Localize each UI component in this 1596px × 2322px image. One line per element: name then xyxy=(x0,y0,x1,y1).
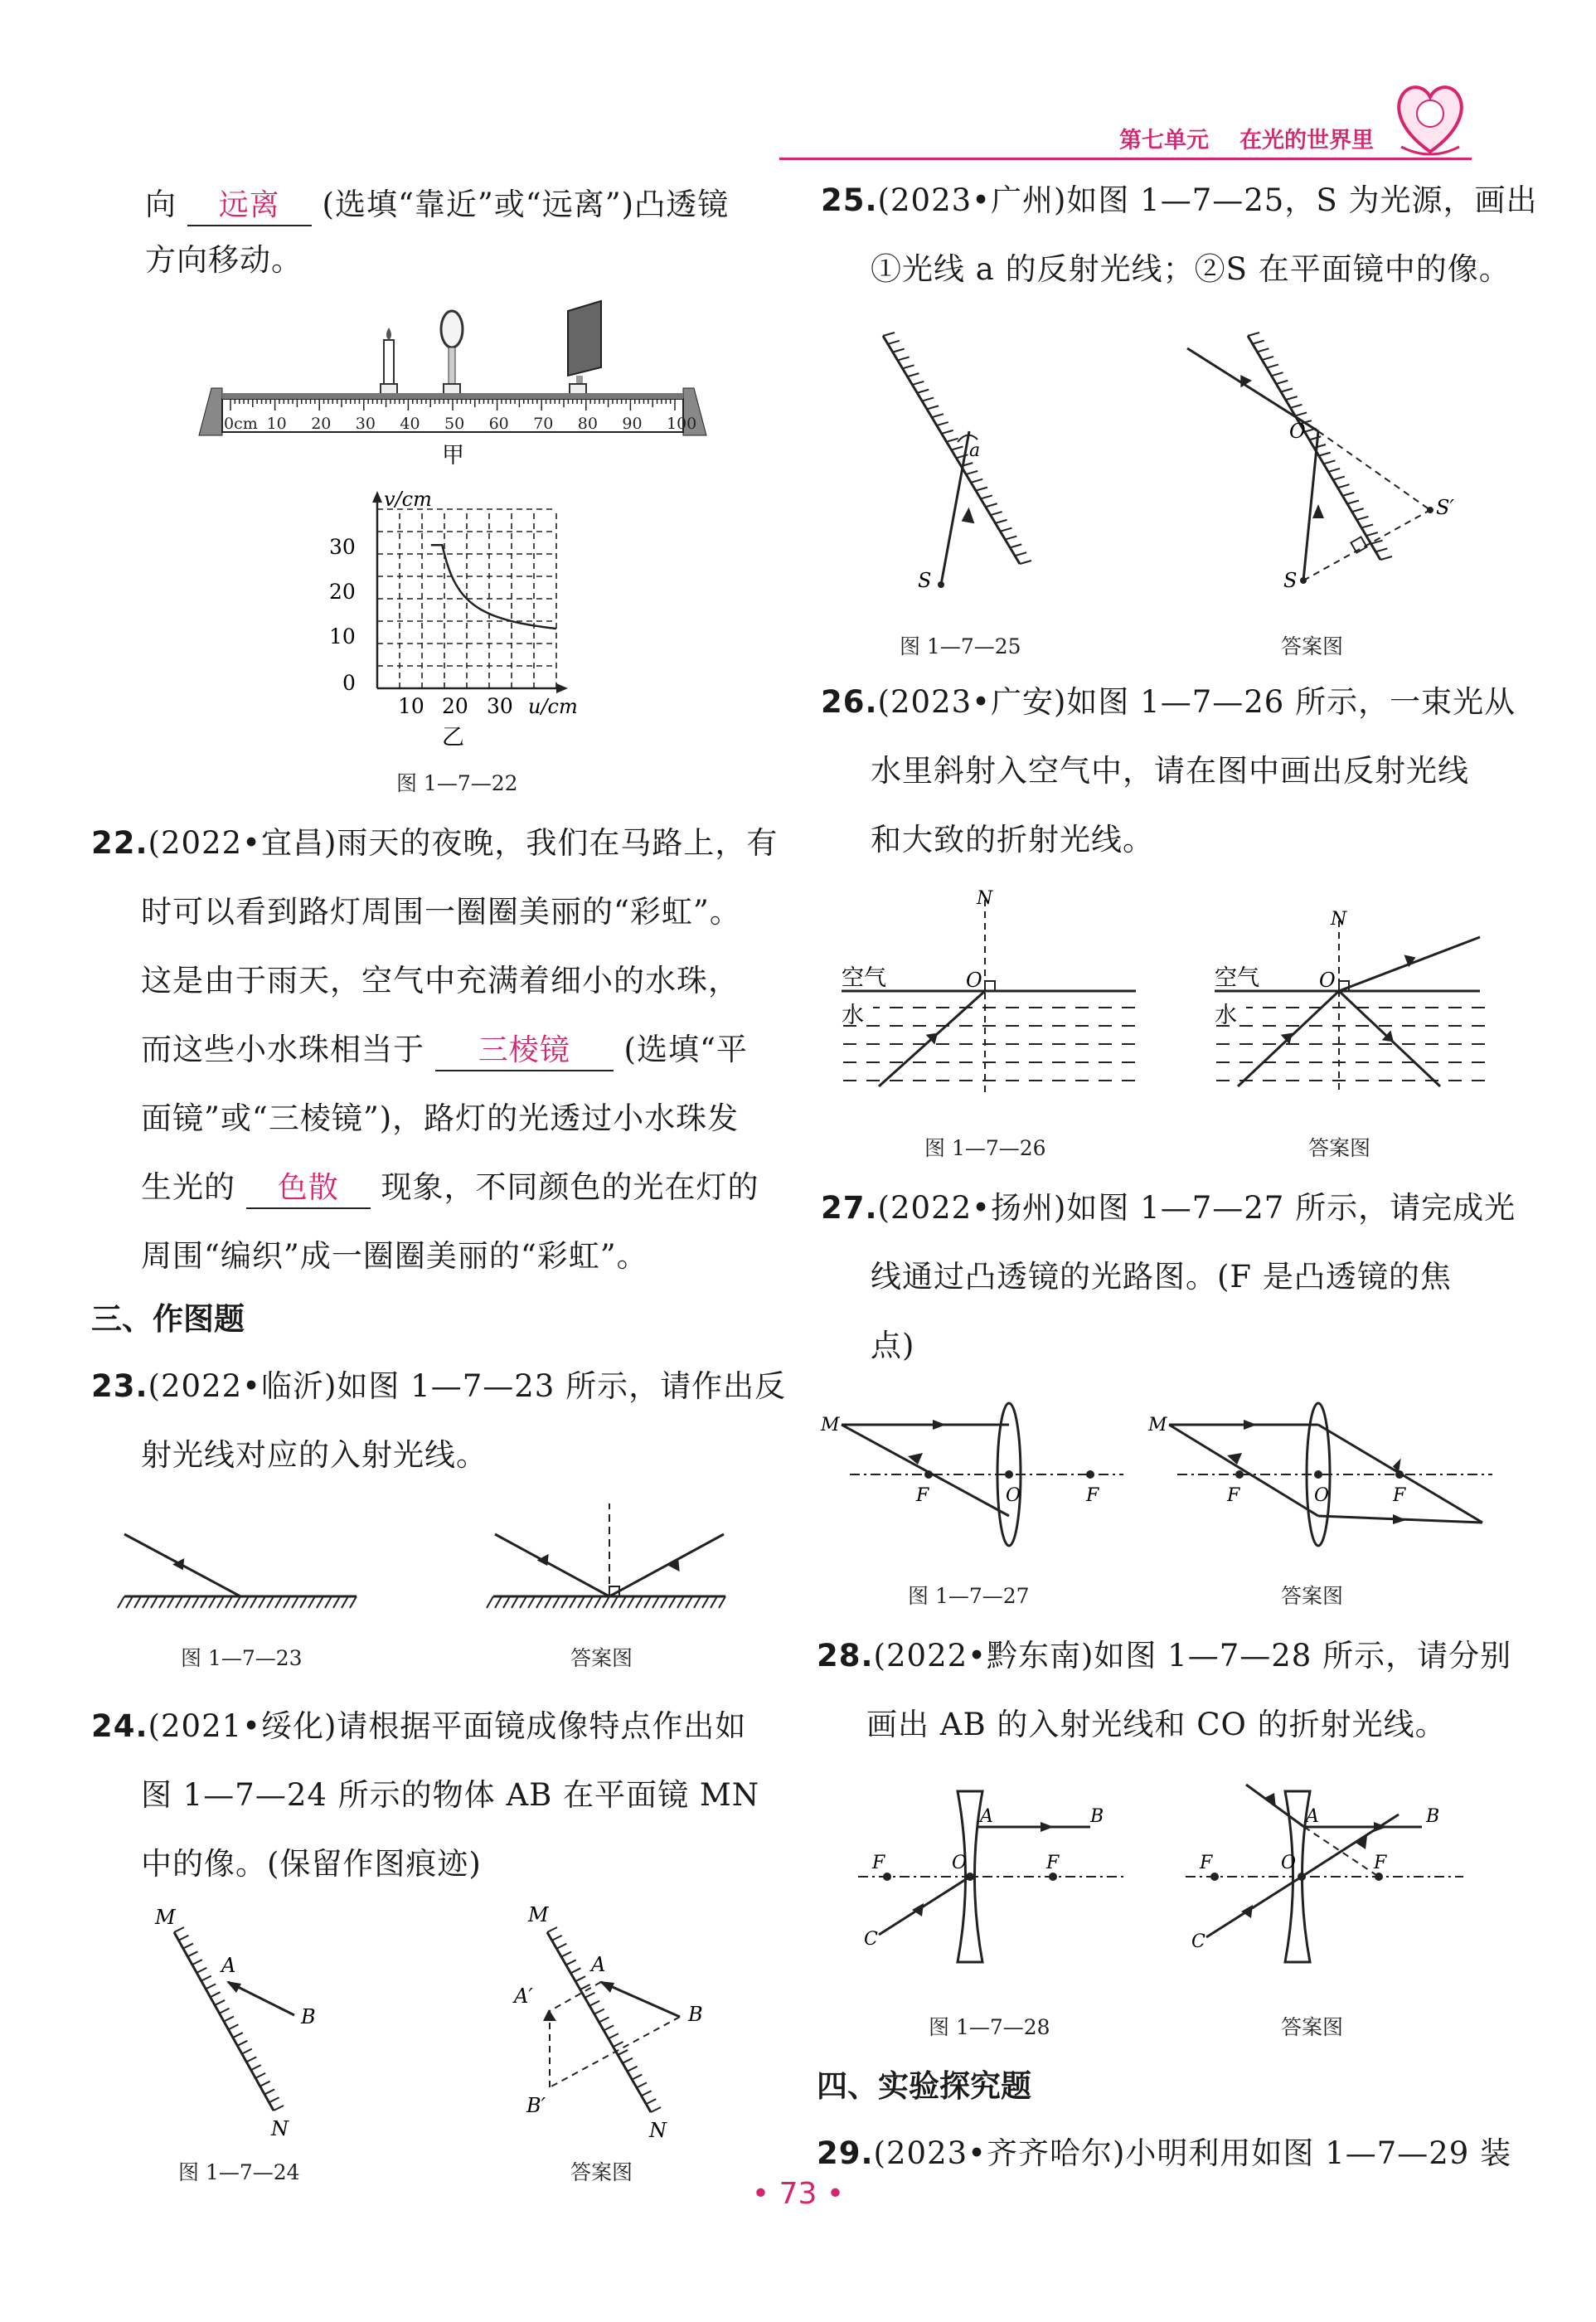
fig28a-label-c: C xyxy=(1191,1931,1205,1952)
fig28q-label-f1: F xyxy=(872,1853,885,1873)
q27-source: (2022•扬州) xyxy=(877,1190,1067,1226)
fig25-caption-q: 图 1—7—25 xyxy=(900,634,1021,658)
fig24-caption-a: 答案图 xyxy=(570,2160,633,2184)
fig27-question xyxy=(817,1393,1132,1551)
fig26q-label-air: 空气 xyxy=(842,965,886,991)
y-tick-30: 30 xyxy=(329,535,356,559)
q21-line1-pre: 向 xyxy=(145,187,177,222)
fig24q-label-m: M xyxy=(155,1906,176,1929)
header-title: 在光的世界里 xyxy=(1239,128,1374,153)
q26-line1-text: 如图 1—7—26 所示，一束光从 xyxy=(1066,684,1516,720)
fig28q-label-b: B xyxy=(1090,1806,1104,1827)
q22-line3: 这是由于雨天，空气中充满着细小的水珠， xyxy=(141,963,740,998)
q23-number: 23. xyxy=(91,1368,148,1404)
q22-line4-post: (选填“平 xyxy=(623,1032,748,1067)
q27-line3: 点) xyxy=(871,1328,915,1363)
fig24-caption-q: 图 1—7—24 xyxy=(178,2160,300,2184)
bench-tick-label: 0cm xyxy=(224,415,258,433)
q23-source: (2022•临沂) xyxy=(148,1368,337,1404)
fig27q-label-m: M xyxy=(821,1415,840,1435)
fig26q-label-water: 水 xyxy=(842,1003,864,1028)
fig22-graph xyxy=(319,481,601,755)
bench-tick-label: 60 xyxy=(488,415,509,433)
fig28-answer xyxy=(1181,1775,1467,1970)
q22-line5: 面镜”或“三棱镜”)，路灯的光透过小水珠发 xyxy=(141,1100,740,1136)
page-number-dot-left: • xyxy=(751,2177,779,2211)
fig25q-label-a: a xyxy=(969,440,981,461)
bench-tick-label: 40 xyxy=(400,415,420,433)
fig24a-label-n: N xyxy=(649,2119,667,2142)
fig25a-label-s1: S′ xyxy=(1436,496,1454,519)
y-axis-label: v/cm xyxy=(384,488,432,511)
fig26a-label-water: 水 xyxy=(1215,1003,1237,1028)
x-axis-label: u/cm xyxy=(528,695,578,718)
fig28q-label-f2: F xyxy=(1046,1853,1060,1873)
q21-answer: 远离 xyxy=(218,188,280,222)
q23-line2: 射光线对应的入射光线。 xyxy=(141,1437,488,1473)
fig22-caption: 图 1—7—22 xyxy=(396,771,518,795)
fig28q-label-o: O xyxy=(952,1853,968,1873)
bench-tick-label: 30 xyxy=(355,415,376,433)
fig25a-label-o: O xyxy=(1289,420,1306,443)
fig28a-label-a: A xyxy=(1306,1806,1319,1827)
fig26-answer xyxy=(1206,883,1492,1107)
page-number-dot-right: • xyxy=(817,2177,845,2211)
q29-line1-text: 小明利用如图 1—7—29 装 xyxy=(1125,2135,1512,2171)
fig23-question xyxy=(116,1518,381,1617)
fig28a-label-b: B xyxy=(1426,1806,1440,1827)
fig27q-label-f1: F xyxy=(916,1485,929,1506)
q24-number: 24. xyxy=(91,1708,148,1744)
bench-tick-label: 90 xyxy=(622,415,643,433)
q28-line1 xyxy=(817,1621,1511,1691)
fig24-question xyxy=(145,1899,344,2148)
q28-line1-text: 如图 1—7—28 所示，请分别 xyxy=(1094,1638,1512,1673)
q24-line3: 中的像。(保留作图痕迹) xyxy=(141,1846,482,1882)
fig27-answer xyxy=(1144,1393,1492,1551)
fig28a-label-f2: F xyxy=(1374,1853,1387,1873)
q25-source: (2023•广州) xyxy=(877,182,1067,218)
fig28-caption-a: 答案图 xyxy=(1281,2015,1344,2039)
fig25-caption-a: 答案图 xyxy=(1281,634,1344,658)
page-number xyxy=(0,2177,1596,2211)
q22-line6-post: 现象，不同颜色的光在灯的 xyxy=(381,1169,759,1205)
fig24a-label-a1: A′ xyxy=(514,1984,533,2008)
fig24a-label-m: M xyxy=(528,1903,549,1926)
fig25-question xyxy=(875,323,1074,597)
q23-line1 xyxy=(91,1352,786,1421)
q21-line1-post: (选填“靠近”或“远离”)凸透镜 xyxy=(322,187,730,222)
q24-source: (2021•绥化) xyxy=(148,1708,337,1744)
fig27a-label-m: M xyxy=(1148,1415,1167,1435)
q22-source: (2022•宜昌) xyxy=(148,825,337,861)
q28-source: (2022•黔东南) xyxy=(873,1638,1094,1673)
fig27a-label-o: O xyxy=(1314,1485,1330,1506)
bench-tick-label: 100 xyxy=(667,415,697,433)
fig23-caption-q: 图 1—7—23 xyxy=(181,1646,303,1670)
fig28a-label-f1: F xyxy=(1200,1853,1213,1873)
fig25q-label-s: S xyxy=(918,569,932,592)
fig28-question xyxy=(854,1779,1128,1970)
header-rule xyxy=(779,158,1472,160)
fig24a-label-a: A xyxy=(591,1953,606,1976)
fig26-caption-q: 图 1—7—26 xyxy=(924,1136,1046,1160)
fig27q-label-o: O xyxy=(1006,1485,1021,1506)
y-tick-10: 10 xyxy=(329,624,356,649)
fig23-caption-a: 答案图 xyxy=(570,1646,633,1670)
fig26a-label-air: 空气 xyxy=(1215,965,1259,991)
fig26q-label-n: N xyxy=(977,888,993,909)
q28-line2: 画出 AB 的入射光线和 CO 的折射光线。 xyxy=(866,1707,1447,1742)
fig25a-label-s: S xyxy=(1283,569,1298,592)
q24-line2: 图 1—7—24 所示的物体 AB 在平面镜 MN xyxy=(141,1777,760,1813)
q22-answer1: 三棱镜 xyxy=(478,1033,570,1067)
section3-heading: 三、作图题 xyxy=(91,1301,245,1337)
q22-line1-text: 雨天的夜晚，我们在马路上，有 xyxy=(337,825,779,861)
fig26q-label-o: O xyxy=(966,969,982,992)
q25-line2: ①光线 a 的反射光线；②S 在平面镜中的像。 xyxy=(871,251,1511,287)
y-tick-20: 20 xyxy=(329,580,356,604)
page-number-value: 73 xyxy=(779,2177,817,2211)
y-tick-0: 0 xyxy=(342,671,356,695)
fig27-caption-a: 答案图 xyxy=(1281,1584,1344,1608)
bench-tick-label: 50 xyxy=(444,415,465,433)
fig24-answer xyxy=(510,1895,725,2148)
q22-answer2-blank xyxy=(246,1168,371,1209)
q22-line6-pre: 生光的 xyxy=(141,1169,235,1205)
q26-source: (2023•广安) xyxy=(877,684,1067,720)
q22-line7: 周围“编织”成一圈圈美丽的“彩虹”。 xyxy=(141,1238,648,1274)
q27-line1 xyxy=(821,1173,1516,1243)
q26-line1 xyxy=(821,668,1516,737)
q26-line3: 和大致的折射光线。 xyxy=(871,822,1154,857)
q22-line4-pre: 而这些小水珠相当于 xyxy=(141,1032,424,1067)
q22-line2: 时可以看到路灯周围一圈圈美丽的“彩虹”。 xyxy=(141,894,741,930)
fig27a-label-f2: F xyxy=(1393,1485,1406,1506)
x-tick-20: 20 xyxy=(442,694,468,718)
fig24q-label-b: B xyxy=(301,2005,316,2028)
q26-number: 26. xyxy=(821,684,878,720)
fig28q-label-a: A xyxy=(980,1806,993,1827)
q24-line1-text: 请根据平面镜成像特点作出如 xyxy=(337,1708,747,1744)
q25-line1 xyxy=(821,166,1537,236)
q28-number: 28. xyxy=(817,1638,874,1673)
bench-label: 甲 xyxy=(442,443,464,469)
fig26-question xyxy=(833,883,1148,1107)
fig26-caption-a: 答案图 xyxy=(1308,1136,1371,1160)
page-header xyxy=(779,79,1476,162)
q25-line1-text: 如图 1—7—25，S 为光源，画出 xyxy=(1066,182,1538,218)
q27-line1-text: 如图 1—7—27 所示，请完成光 xyxy=(1066,1190,1516,1226)
q22-line4 xyxy=(141,1015,748,1085)
fig28q-label-c: C xyxy=(864,1929,878,1950)
fig27q-label-f2: F xyxy=(1086,1485,1099,1506)
q22-answer1-blank xyxy=(435,1031,614,1071)
fig24q-label-n: N xyxy=(271,2117,289,2140)
q21-answer-blank xyxy=(187,186,312,226)
q26-line2: 水里斜射入空气中，请在图中画出反射光线 xyxy=(871,753,1469,789)
bench-tick-label: 10 xyxy=(266,415,287,433)
bench-tick-label: 70 xyxy=(533,415,554,433)
fig26a-label-o: O xyxy=(1319,969,1336,992)
fig24a-label-b: B xyxy=(688,2003,703,2026)
q24-line1 xyxy=(91,1692,746,1761)
x-tick-10: 10 xyxy=(398,694,424,718)
section4-heading: 四、实验探究题 xyxy=(817,2068,1031,2104)
q27-number: 27. xyxy=(821,1190,878,1226)
q22-number: 22. xyxy=(91,825,148,861)
fig23-answer xyxy=(485,1497,750,1617)
fig26a-label-n: N xyxy=(1331,909,1347,930)
graph-label: 乙 xyxy=(442,725,464,751)
q29-source: (2023•齐齐哈尔) xyxy=(873,2135,1126,2171)
fig28a-label-o: O xyxy=(1281,1853,1297,1873)
q22-answer2: 色散 xyxy=(277,1171,339,1205)
fig25-answer xyxy=(1177,323,1459,597)
q29-number: 29. xyxy=(817,2135,874,2171)
bench-tick-label: 80 xyxy=(577,415,598,433)
fig24a-label-b1: B′ xyxy=(526,2094,546,2117)
x-tick-30: 30 xyxy=(487,694,513,718)
fig24q-label-a: A xyxy=(221,1954,236,1977)
q21-line2: 方向移动。 xyxy=(145,242,303,278)
q27-line2: 线通过凸透镜的光路图。(F 是凸透镜的焦 xyxy=(871,1259,1452,1295)
bench-tick-label: 20 xyxy=(311,415,332,433)
brand-logo-icon xyxy=(1389,79,1472,158)
fig28-caption-q: 图 1—7—28 xyxy=(929,2015,1050,2039)
q22-line6 xyxy=(141,1153,759,1222)
fig22-optical-bench xyxy=(195,294,717,485)
header-unit: 第七单元 xyxy=(1119,128,1209,153)
q22-line1 xyxy=(91,809,778,878)
q25-number: 25. xyxy=(821,182,878,218)
fig27a-label-f1: F xyxy=(1227,1485,1240,1506)
q23-line1-text: 如图 1—7—23 所示，请作出反 xyxy=(337,1368,787,1404)
fig27-caption-q: 图 1—7—27 xyxy=(908,1584,1030,1608)
